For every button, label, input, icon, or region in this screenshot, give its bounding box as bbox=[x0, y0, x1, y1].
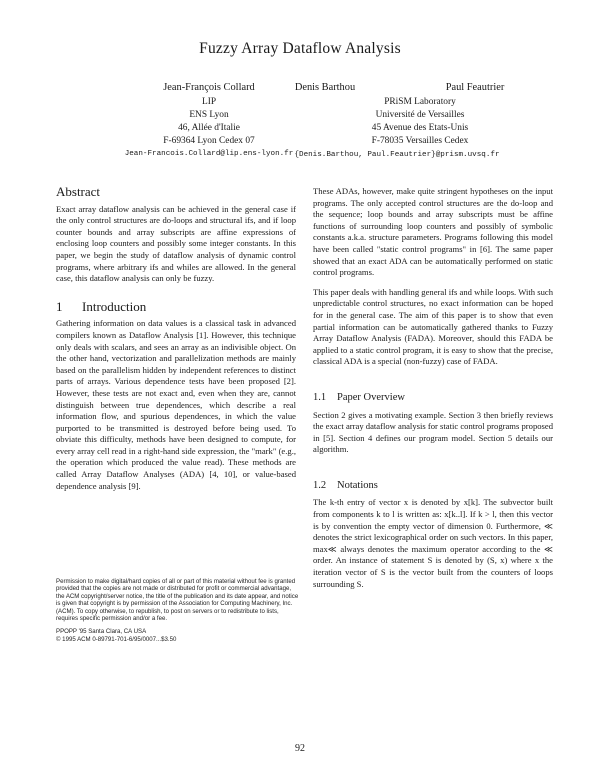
author-affiliation-line: Université de Versailles bbox=[375, 110, 465, 120]
overview-paragraph: Section 2 gives a motivating example. Section 3 then briefly reviews the exact array dataflow analysis for static control programs proposed in [5]. Section 4 defines our program model. Section 5 details our algorithm. bbox=[313, 409, 553, 455]
abstract-text: Exact array dataflow analysis can be achieved in the general case if the only control structures are do-loops and structural ifs, and if loop counter bounds and array subscripts are affine expressions of enclosing loop counters and possibly some integer constants. In this paper, we begin the study of dataflow analysis of dynamic control programs, where arbitrary ifs and whiles are allowed. In the general case, this dataflow analysis can only be fuzzy. bbox=[56, 203, 296, 284]
permission-notice: Permission to make digital/hard copies of all or part of this material without fee is granted provided that the copies are not made or distributed for profit or commercial advantage, the ACM copyright/server notice, the title of the publication and its date appear, and notice is given that copyright is by permission of the Association for Computing Machinery, Inc. (ACM). To copy otherwise, to republish, to post on servers or to redistribute to lists, requires specific permission and/or a fee. bbox=[56, 578, 299, 623]
author-affiliation-line: F-69364 Lyon Cedex 07 bbox=[163, 136, 255, 146]
right-column bbox=[313, 186, 553, 598]
author-name: Paul Feautrier bbox=[445, 82, 505, 93]
section-number: 1 bbox=[56, 298, 63, 314]
author-affiliation-line: 45 Avenue des Etats-Unis bbox=[371, 123, 469, 133]
paper-title: Fuzzy Array Dataflow Analysis bbox=[199, 40, 401, 57]
author-name: Jean-François Collard bbox=[163, 82, 255, 93]
author-affiliation-line: PRiSM Laboratory bbox=[384, 97, 456, 107]
left-column bbox=[56, 186, 296, 500]
page-number: 92 bbox=[295, 743, 305, 754]
author-name: Denis Barthou bbox=[294, 82, 356, 93]
author-affiliation-line: LIP bbox=[201, 97, 217, 107]
intro-paragraph: Gathering information on data values is a classical task in advanced compilers known as Dataflow Analysis [1]. However, this technique only deals with scalars, and sees an array as an indivisible object. On the other hand, vectorization and parallelization methods are mainly based on the parallelism hidden by independent references to distinct parts of arrays. Various dependence tests have been proposed [2]. However, these tests are not exact and, even when they are, cannot distinguish between true dependences, which describe a real information flow, and spurious dependences, in which the value purported to be transmitted is destroyed before being used. To obviate this difficulty, methods have been designed to compute, for every array cell read in a right-hand side expression, the "mark" (e.g., the operation which produced the value read). These methods are called Array Dataflow Analyses (ADA) [4, 10], or value-based dependence analysis [9]. bbox=[56, 318, 296, 491]
author-affiliation-line: ENS Lyon bbox=[189, 110, 229, 120]
copyright-line: © 1995 ACM 0-89791-701-6/95/0007...$3.50 bbox=[56, 635, 177, 643]
author-email: Jean-Francois.Collard@lip.ens-lyon.fr bbox=[124, 150, 294, 158]
abstract-heading: Abstract bbox=[56, 184, 101, 199]
notations-paragraph: The k-th entry of vector x is denoted by x[k]. The subvector built from components k to l is written as: x[k..l]. If k > l, then this vector is by convention the empty vector of dimension 0. Furthermore, ≪ denotes the strict lexicographical order on such vectors. In this paper, max≪ always denotes the maximum operator according to the ≪ order. An instance of statement S is denoted by (S, x) where x the iteration vector of S is the vector built from the counters of loops surrounding S. bbox=[313, 497, 553, 589]
subsection-number: 1.2 bbox=[313, 479, 327, 491]
shared-email: {Denis.Barthou, Paul.Feautrier}@prism.uvsq.fr bbox=[294, 151, 500, 159]
copyright-footnote bbox=[56, 578, 301, 643]
author-affiliation-line: F-78035 Versailles Cedex bbox=[371, 136, 469, 146]
subsection-title: Paper Overview bbox=[337, 391, 405, 403]
body-paragraph: This paper deals with handling general ifs and while loops. With such unpredictable control structures, no exact information can be hoped for in the general case. The aim of this paper is to show that even partial information can be automatically gathered thanks to Fuzzy Array Dataflow Analysis (FADA). Moreover, should this FADA be applied to a static control program, it is easy to show that the precise, classical ADA is a special (non-fuzzy) case of FADA. bbox=[313, 286, 553, 367]
subsection-heading-overview bbox=[313, 392, 553, 404]
author-affiliation-line: 46, Allée d'Italie bbox=[178, 123, 240, 133]
subsection-heading-notations bbox=[313, 480, 553, 492]
section-heading-introduction bbox=[56, 298, 296, 314]
author-feautrier bbox=[290, 81, 550, 148]
subsection-number: 1.1 bbox=[313, 391, 327, 403]
body-paragraph: These ADAs, however, make quite stringent hypotheses on the input programs. The only accepted control structures are the do-loop and the sequence; loop bounds and array subscripts must be affine functions of surrounding loop counters and possibly of symbolic constants a.k.a. structure parameters. Programs following this model have been called "static control programs" in [6]. The same paper showed that an exact ADA can be automatically performed on static control programs. bbox=[313, 186, 553, 278]
section-title: Introduction bbox=[82, 298, 147, 314]
venue-line: PPOPP '95 Santa Clara, CA USA bbox=[56, 628, 147, 636]
subsection-title: Notations bbox=[337, 479, 378, 491]
